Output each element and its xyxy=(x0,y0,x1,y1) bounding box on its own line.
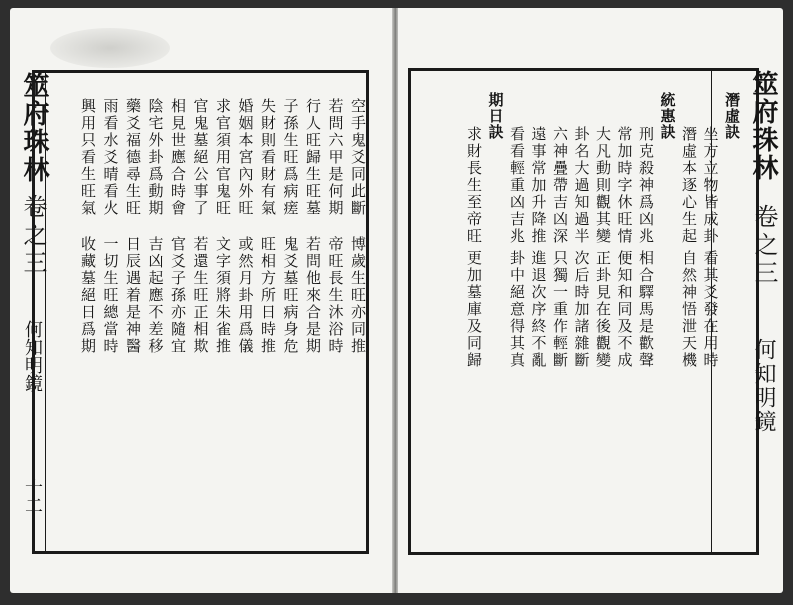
verse-line-lower: 正卦見在後觀變 xyxy=(594,250,612,369)
verse-line-lower: 只獨一重作輕斷 xyxy=(551,250,569,369)
left-verse-lower: 或然月卦用爲儀 xyxy=(236,236,255,355)
left-verse-upper: 婚姻本宮內外旺 xyxy=(236,98,255,217)
left-verse-lower: 若問他來合是期 xyxy=(304,236,322,355)
left-frame-rule xyxy=(45,73,46,551)
left-verse-upper: 行人旺歸生旺墓 xyxy=(304,98,322,217)
left-verse-lower: 旺相方所日時推 xyxy=(259,236,277,355)
left-verse-upper: 官鬼墓絕公事了 xyxy=(191,98,210,217)
verse-line-upper: 潛虛本逐心生起 xyxy=(680,126,698,245)
left-verse-upper: 子孫生旺爲病瘥 xyxy=(281,98,300,217)
right-margin-title: 筮府珠林 xyxy=(748,70,778,182)
left-verse-upper: 藥爻福德尋生旺 xyxy=(124,98,142,217)
left-verse-upper: 求官須用官鬼旺 xyxy=(214,98,232,217)
left-verse-lower: 收藏墓絕日爲期 xyxy=(79,236,97,355)
left-verse-upper: 失財則看財有氣 xyxy=(259,98,277,217)
verse-line-lower: 進退次序終不亂 xyxy=(529,250,548,369)
left-verse-upper: 若問六甲是何期 xyxy=(326,98,345,217)
left-verse-upper: 相見世應合時會 xyxy=(169,98,187,217)
verse-line-upper: 常加時字休旺情 xyxy=(615,126,634,245)
section-heading: 期日訣 xyxy=(486,92,505,140)
verse-line-upper: 刑克殺神爲凶兆 xyxy=(637,126,655,245)
verse-line-upper: 大凡動則觀其變 xyxy=(594,126,612,245)
verse-line-lower: 看其爻發在用時 xyxy=(701,250,720,369)
verse-line-upper: 六神疊帶吉凶深 xyxy=(551,126,569,245)
verse-line-lower: 卦中絕意得其真 xyxy=(508,250,526,369)
left-verse-lower: 吉凶起應不差移 xyxy=(146,236,165,355)
left-margin-folio: 十二 xyxy=(22,478,43,514)
verse-line-upper: 看看輕重凶吉兆 xyxy=(508,126,526,245)
right-margin-volume: 卷之三 xyxy=(750,204,778,288)
left-verse-lower: 文字須將朱雀推 xyxy=(214,236,232,355)
left-margin-title: 筮府珠林 xyxy=(19,72,49,184)
left-verse-upper: 雨看水爻晴看火 xyxy=(101,98,120,217)
paper-stain xyxy=(50,28,170,68)
verse-line-lower: 自然神悟泄天機 xyxy=(680,250,698,369)
verse-line-upper: 坐方立物皆成卦 xyxy=(701,126,720,245)
left-verse-lower: 日辰遇着是神醫 xyxy=(124,236,142,355)
left-page xyxy=(10,8,394,593)
left-verse-upper: 空手鬼爻同此斷 xyxy=(349,98,367,217)
left-verse-lower: 鬼爻墓旺病身危 xyxy=(281,236,300,355)
left-verse-upper: 興用只看生旺氣 xyxy=(79,98,97,217)
left-verse-lower: 官爻子孫亦隨宜 xyxy=(169,236,187,355)
right-margin-author: 何知明鏡 xyxy=(751,338,776,434)
verse-line-lower: 相合驛馬是歡聲 xyxy=(637,250,655,369)
verse-line-lower: 次后時加諸雜斷 xyxy=(572,250,591,369)
left-verse-lower: 博歲生旺亦同推 xyxy=(349,236,367,355)
verse-line-lower: 更加墓庫及同歸 xyxy=(465,250,483,369)
left-margin-note: 何知明鏡 xyxy=(22,320,43,392)
section-heading: 潛虛訣 xyxy=(723,92,741,140)
left-verse-upper: 陰宅外卦爲動期 xyxy=(146,98,165,217)
left-verse-lower: 一切生旺總當時 xyxy=(101,236,120,355)
verse-line-upper: 求財長生至帝旺 xyxy=(465,126,483,245)
verse-line-upper: 遠事常加升降推 xyxy=(529,126,548,245)
verse-line-lower: 便知和同及不成 xyxy=(615,250,634,369)
verse-line-upper: 卦名大過知過半 xyxy=(572,126,591,245)
right-page xyxy=(398,8,783,593)
left-margin-volume: 卷之三 xyxy=(19,194,47,278)
left-verse-lower: 帝旺長生沐浴時 xyxy=(326,236,345,355)
section-heading: 統惠訣 xyxy=(658,92,677,140)
left-verse-lower: 若還生旺正相欺 xyxy=(191,236,210,355)
